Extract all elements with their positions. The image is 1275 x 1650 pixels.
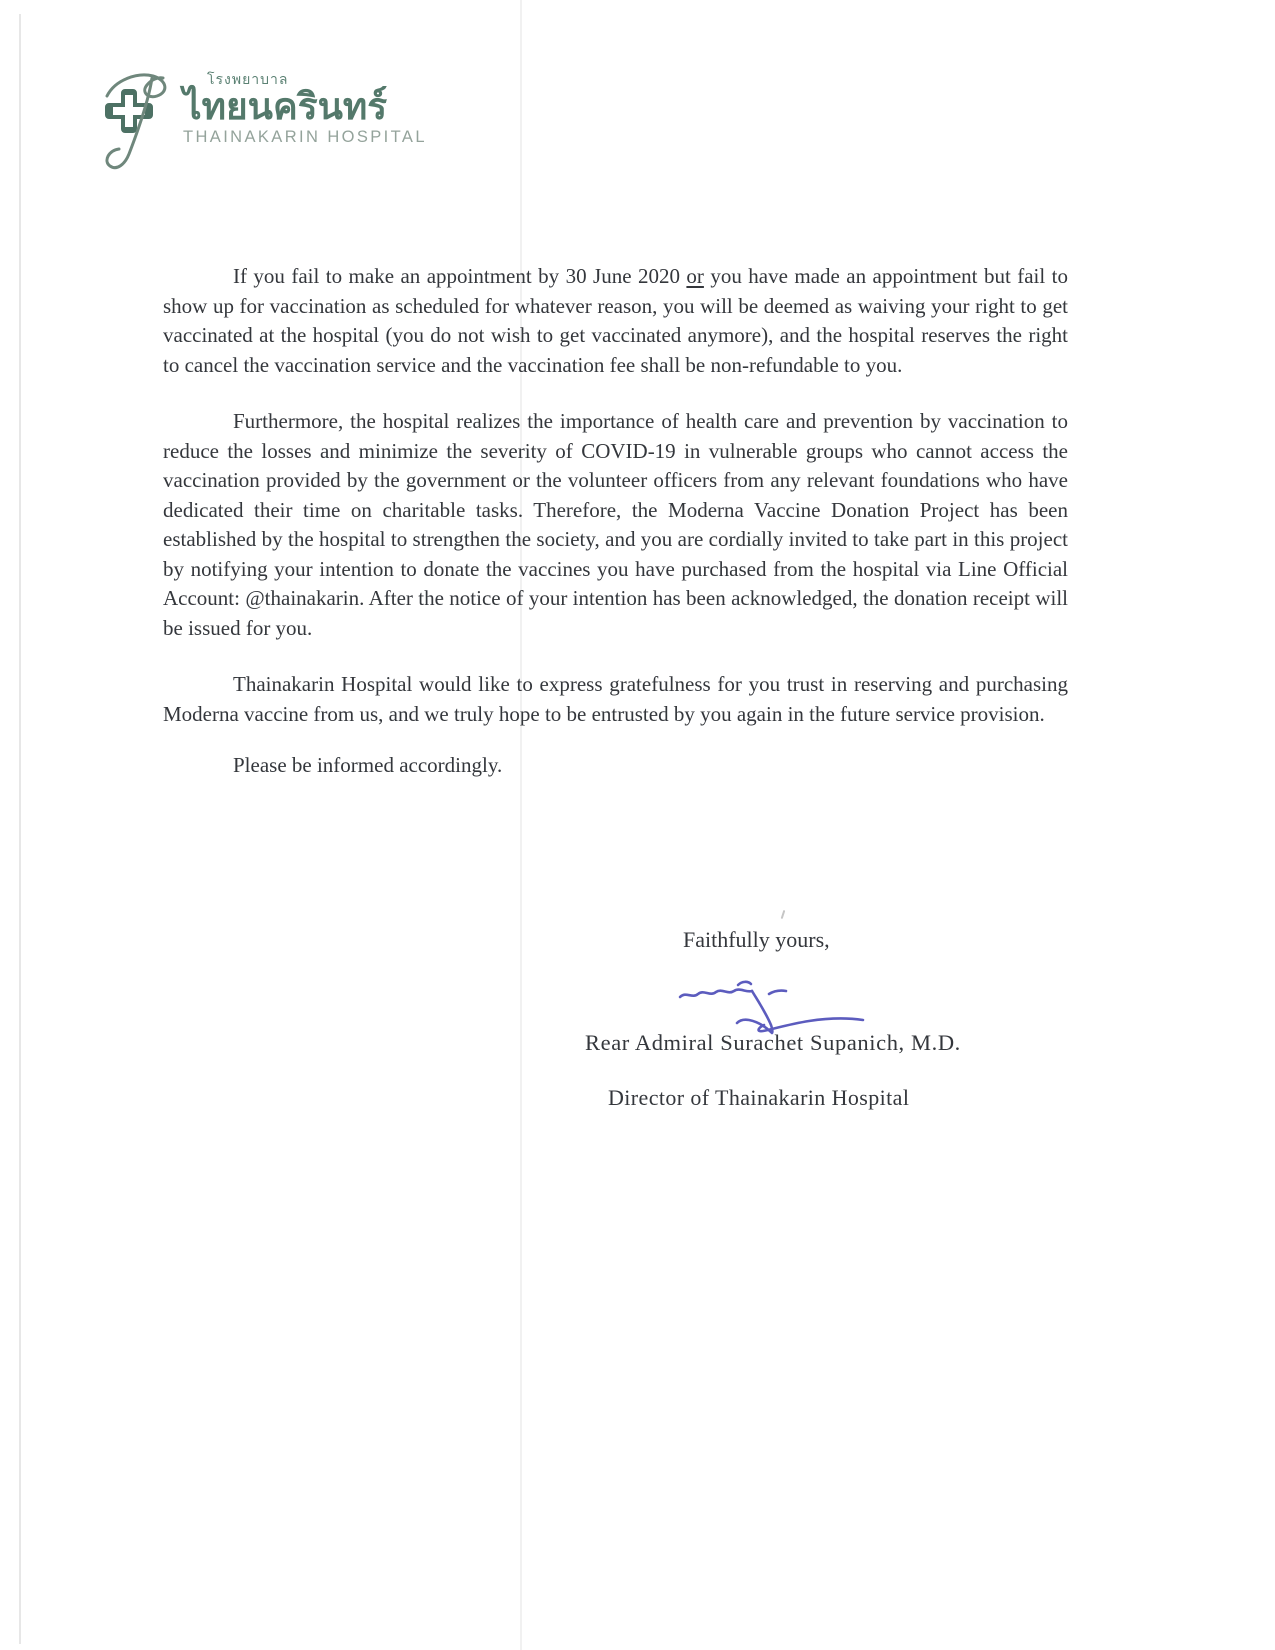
hospital-logo-mark [85, 70, 199, 184]
p1-text-post: you have made an appointment but fail to show up for vaccination as scheduled for whatever reason, you will be deemed as waiving your right to get vaccinated at the hospital (you do not wish to get vaccinated anymore), and the hospital reserves the right to cancel the vaccination service and the vaccination fee shall be non-refundable to you. [163, 264, 1068, 377]
paragraph-appointment-deadline [163, 262, 1068, 380]
logo-thai-small-label: โรงพยาบาล [207, 72, 289, 88]
signer-name: Rear Admiral Surachet Supanich, M.D. [585, 1030, 961, 1055]
paragraph-gratefulness: Thainakarin Hospital would like to express gratefulness for you trust in reserving and purchasing Moderna vaccine from us, and we truly hope to be entrusted by you again in the future service provision. [163, 672, 1068, 726]
scan-edge-line [19, 14, 21, 1644]
logo-thai-large-label: ไทยนครินทร์ [183, 85, 388, 128]
scan-fold-line [520, 0, 522, 1650]
hospital-logo-text [183, 73, 427, 146]
signer-title: Director of Thainakarin Hospital [608, 1085, 910, 1110]
salutation: Faithfully yours, [683, 927, 830, 952]
p1-text-pre: If you fail to make an appointment by 30 June 2020 [233, 264, 687, 288]
p1-underlined-or: or [686, 264, 704, 288]
logo-english-label: THAINAKARIN HOSPITAL [183, 128, 427, 146]
scan-speck [781, 910, 786, 919]
paragraph-please-be-informed: Please be informed accordingly. [233, 753, 503, 777]
paragraph-donation-project: Furthermore, the hospital realizes the importance of health care and prevention by vaccination to reduce the losses and minimize the severity of COVID-19 in vulnerable groups who cannot access the vaccination provided by the government or the volunteer officers from any relevant foundations who have dedicated their time on charitable tasks. Therefore, the Moderna Vaccine Donation Project has been established by the hospital to strengthen the society, and you are cordially invited to take part in this project by notifying your intention to donate the vaccines you have purchased from the hospital via Line Official Account: @thainakarin. After the notice of your intention has been acknowledged, the donation receipt will be issued for you. [163, 409, 1068, 640]
letter-body [163, 262, 1068, 781]
